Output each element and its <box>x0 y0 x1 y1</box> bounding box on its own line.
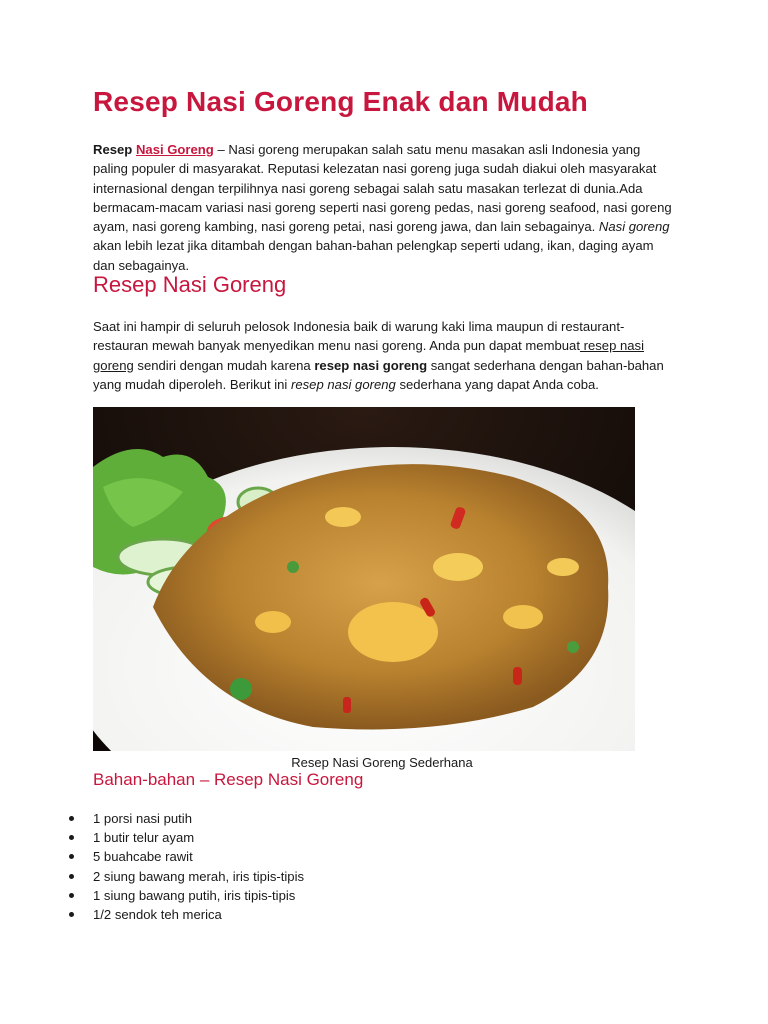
image-caption: Resep Nasi Goreng Sederhana <box>291 755 473 770</box>
section-heading: Resep Nasi Goreng <box>93 272 287 297</box>
list-item: 2 siung bawang merah, iris tipis-tipis <box>93 867 304 886</box>
list-item: 1/2 sendok teh merica <box>93 905 304 924</box>
list-item: 1 butir telur ayam <box>93 828 304 847</box>
ingredients-heading: Bahan-bahan – Resep Nasi Goreng <box>93 770 364 789</box>
bullet-icon <box>69 854 74 859</box>
para2-text-1: Saat ini hampir di seluruh pelosok Indonesia baik di warung kaki lima maupun di restaurant-restauran mewah banyak menyedikan menu nasi goreng. Anda pun dapat membuat <box>93 319 625 354</box>
page-title: Resep Nasi Goreng Enak dan Mudah <box>93 86 588 117</box>
intro-lead: Resep <box>93 142 133 157</box>
nasi-goreng-link[interactable]: Nasi Goreng <box>135 142 214 157</box>
bullet-icon <box>69 874 74 879</box>
para2-text-4: sederhana yang dapat Anda coba. <box>395 376 599 392</box>
ingredients-list <box>93 809 304 924</box>
bullet-icon <box>69 816 74 821</box>
para2-italic: resep nasi goreng <box>290 376 396 392</box>
intro-text-2: akan lebih lezat jika ditambah dengan bahan-bahan pelengkap seperti udang, ikan, daging ayam dan sebagainya. <box>93 238 654 273</box>
intro-italic: Nasi goreng <box>598 219 670 235</box>
list-item: 1 siung bawang putih, iris tipis-tipis <box>93 886 304 905</box>
nasi-goreng-photo <box>93 407 635 751</box>
para2-text-3: sangat sederhana dengan bahan-bahan yang mudah diperoleh. Berikut ini <box>93 357 664 392</box>
second-paragraph <box>93 317 678 394</box>
list-item: 5 buahcabe rawit <box>93 847 304 866</box>
para2-text-2: sendiri dengan mudah karena <box>133 357 315 373</box>
para2-bold: resep nasi goreng <box>314 357 428 373</box>
intro-text-1: – Nasi goreng merupakan salah satu menu masakan asli Indonesia yang paling populer di masyarakat. Reputasi kelezatan nasi goreng juga sudah diakui oleh masyarakat internasional dengan terpilihnya nasi goreng sebagai salah satu masakan terlezat di dunia.Ada bermacam-macam variasi nasi goreng seperti nasi goreng pedas, nasi goreng seafood, nasi goreng ayam, nasi goreng kambing, nasi goreng petai, nasi goreng jawa, dan lain sebagainya. <box>93 142 672 235</box>
bullet-icon <box>69 912 74 917</box>
bullet-icon <box>69 835 74 840</box>
resep-nasi-goreng-link[interactable]: resep nasi goreng <box>93 338 645 373</box>
intro-paragraph <box>93 140 678 275</box>
bullet-icon <box>69 893 74 898</box>
list-item: 1 porsi nasi putih <box>93 809 304 828</box>
